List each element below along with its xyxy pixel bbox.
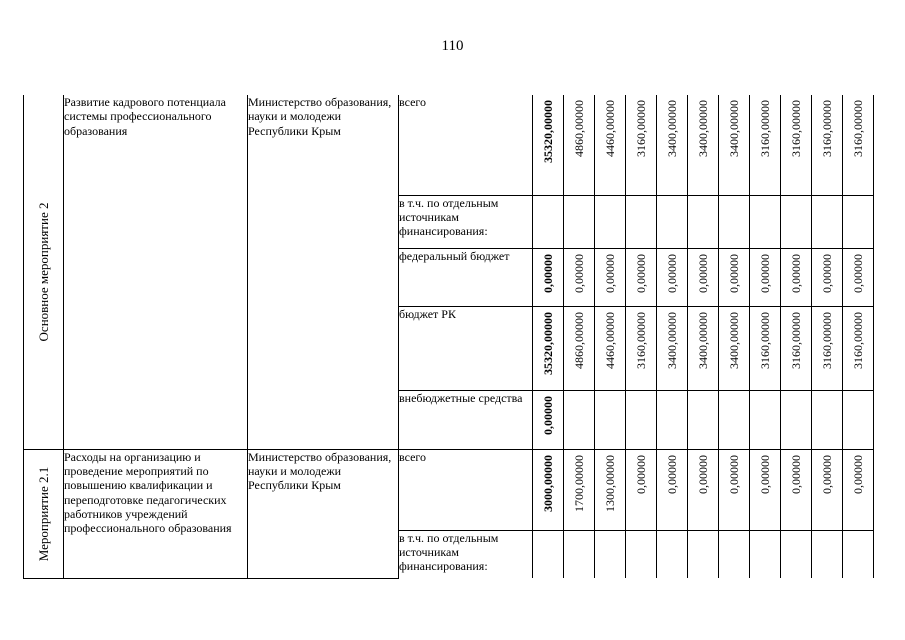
year-amount-cell (564, 306, 595, 390)
year-amount-cell (564, 449, 595, 530)
year-amount: 3160,00000 (850, 100, 865, 157)
year-amount-cell (719, 248, 750, 306)
measure-label-cell (24, 449, 64, 578)
year-amount-cell (750, 390, 781, 449)
year-amount-cell (657, 195, 688, 248)
year-amount-cell (843, 530, 874, 578)
year-amount-cell (843, 195, 874, 248)
year-amount: 3400,00000 (664, 100, 679, 157)
year-amount: 3400,00000 (695, 100, 710, 157)
year-amount: 0,00000 (695, 454, 710, 494)
responsible-executor: Министерство образования, науки и молодежи Республики Крым (248, 95, 399, 449)
table-row (24, 449, 874, 530)
year-amount-cell (843, 95, 874, 195)
year-amount-cell (657, 390, 688, 449)
year-amount-cell (781, 449, 812, 530)
year-amount-cell (750, 449, 781, 530)
year-amount: 3160,00000 (788, 100, 803, 157)
year-amount-cell (812, 306, 843, 390)
year-amount: 0,00000 (788, 454, 803, 494)
year-amount-cell (750, 95, 781, 195)
year-amount: 3160,00000 (633, 311, 648, 369)
year-amount-cell (719, 449, 750, 530)
year-amount: 0,00000 (850, 253, 865, 293)
year-amount-cell (812, 95, 843, 195)
year-amount-cell (626, 195, 657, 248)
year-amount: 4460,00000 (602, 311, 617, 369)
year-amount-cell (657, 530, 688, 578)
year-amount-cell (781, 390, 812, 449)
total-amount-cell (533, 195, 564, 248)
funding-source: бюджет РК (399, 306, 533, 390)
total-amount-cell (533, 530, 564, 578)
budget-table (23, 95, 874, 579)
measure-label: Основное мероприятие 2 (35, 202, 51, 342)
year-amount-cell (688, 248, 719, 306)
year-amount-cell (781, 95, 812, 195)
year-amount-cell (595, 95, 626, 195)
year-amount: 3160,00000 (633, 100, 648, 157)
year-amount-cell (843, 390, 874, 449)
year-amount: 0,00000 (819, 253, 834, 293)
year-amount: 0,00000 (757, 253, 772, 293)
year-amount: 0,00000 (633, 253, 648, 293)
year-amount-cell (719, 390, 750, 449)
year-amount-cell (750, 306, 781, 390)
year-amount-cell (812, 195, 843, 248)
year-amount: 3160,00000 (788, 311, 803, 369)
year-amount: 3160,00000 (757, 311, 772, 369)
year-amount: 3160,00000 (819, 100, 834, 157)
year-amount-cell (564, 195, 595, 248)
year-amount: 0,00000 (788, 253, 803, 293)
year-amount: 1300,00000 (602, 454, 617, 512)
year-amount-cell (781, 530, 812, 578)
year-amount-cell (564, 390, 595, 449)
total-amount: 3000,00000 (540, 454, 555, 512)
measure-description: Расходы на организацию и проведение мероприятий по повышению квалификации и переподготовке педагогических работников учреждений профессионального образования (64, 449, 248, 578)
funding-source: в т.ч. по отдельным источникам финансирования: (399, 195, 533, 248)
year-amount-cell (595, 306, 626, 390)
year-amount-cell (626, 95, 657, 195)
year-amount-cell (719, 95, 750, 195)
year-amount: 0,00000 (757, 454, 772, 494)
year-amount: 0,00000 (726, 454, 741, 494)
year-amount: 1700,00000 (571, 454, 586, 512)
year-amount-cell (781, 195, 812, 248)
total-amount-cell (533, 306, 564, 390)
year-amount-cell (688, 195, 719, 248)
measure-label: Мероприятие 2.1 (35, 466, 51, 561)
year-amount: 0,00000 (695, 253, 710, 293)
funding-source: федеральный бюджет (399, 248, 533, 306)
year-amount-cell (750, 195, 781, 248)
year-amount-cell (595, 248, 626, 306)
year-amount: 0,00000 (602, 253, 617, 293)
year-amount-cell (719, 195, 750, 248)
year-amount-cell (626, 248, 657, 306)
year-amount: 3400,00000 (726, 100, 741, 157)
year-amount-cell (781, 306, 812, 390)
funding-source: всего (399, 449, 533, 530)
year-amount: 3400,00000 (726, 311, 741, 369)
year-amount-cell (595, 449, 626, 530)
year-amount-cell (812, 530, 843, 578)
year-amount-cell (657, 248, 688, 306)
funding-source: всего (399, 95, 533, 195)
year-amount-cell (843, 248, 874, 306)
year-amount: 4460,00000 (602, 100, 617, 157)
table-row (24, 95, 874, 195)
year-amount-cell (781, 248, 812, 306)
year-amount-cell (626, 530, 657, 578)
year-amount: 4860,00000 (571, 100, 586, 157)
year-amount-cell (564, 95, 595, 195)
year-amount-cell (595, 195, 626, 248)
year-amount-cell (626, 449, 657, 530)
total-amount-cell (533, 390, 564, 449)
total-amount: 0,00000 (540, 395, 555, 435)
page-number: 110 (441, 38, 464, 54)
year-amount: 3400,00000 (664, 311, 679, 369)
year-amount-cell (564, 530, 595, 578)
year-amount-cell (688, 449, 719, 530)
funding-source: в т.ч. по отдельным источникам финансирования: (399, 530, 533, 578)
year-amount-cell (688, 390, 719, 449)
year-amount: 4860,00000 (571, 311, 586, 369)
year-amount-cell (595, 530, 626, 578)
year-amount-cell (688, 95, 719, 195)
year-amount-cell (719, 306, 750, 390)
responsible-executor: Министерство образования, науки и молодежи Республики Крым (248, 449, 399, 578)
year-amount: 0,00000 (571, 253, 586, 293)
year-amount: 0,00000 (850, 454, 865, 494)
year-amount-cell (595, 390, 626, 449)
year-amount-cell (657, 95, 688, 195)
year-amount: 3160,00000 (850, 311, 865, 369)
year-amount: 3160,00000 (819, 311, 834, 369)
year-amount-cell (750, 248, 781, 306)
year-amount-cell (750, 530, 781, 578)
year-amount: 0,00000 (819, 454, 834, 494)
year-amount: 0,00000 (633, 454, 648, 494)
year-amount-cell (843, 306, 874, 390)
year-amount-cell (626, 306, 657, 390)
year-amount: 3400,00000 (695, 311, 710, 369)
year-amount-cell (843, 449, 874, 530)
year-amount-cell (688, 306, 719, 390)
year-amount-cell (657, 306, 688, 390)
measure-label-cell (24, 95, 64, 449)
total-amount-cell (533, 95, 564, 195)
year-amount: 0,00000 (726, 253, 741, 293)
year-amount: 0,00000 (664, 454, 679, 494)
funding-source: внебюджетные средства (399, 390, 533, 449)
year-amount-cell (719, 530, 750, 578)
year-amount-cell (564, 248, 595, 306)
total-amount-cell (533, 248, 564, 306)
year-amount-cell (812, 449, 843, 530)
total-amount-cell (533, 449, 564, 530)
year-amount-cell (812, 248, 843, 306)
year-amount-cell (812, 390, 843, 449)
measure-description: Развитие кадрового потенциала системы профессионального образования (64, 95, 248, 449)
total-amount: 35320,00000 (540, 311, 555, 375)
total-amount: 35320,00000 (540, 100, 555, 163)
year-amount-cell (688, 530, 719, 578)
year-amount: 3160,00000 (757, 100, 772, 157)
year-amount-cell (626, 390, 657, 449)
year-amount: 0,00000 (664, 253, 679, 293)
year-amount-cell (657, 449, 688, 530)
total-amount: 0,00000 (540, 253, 555, 293)
